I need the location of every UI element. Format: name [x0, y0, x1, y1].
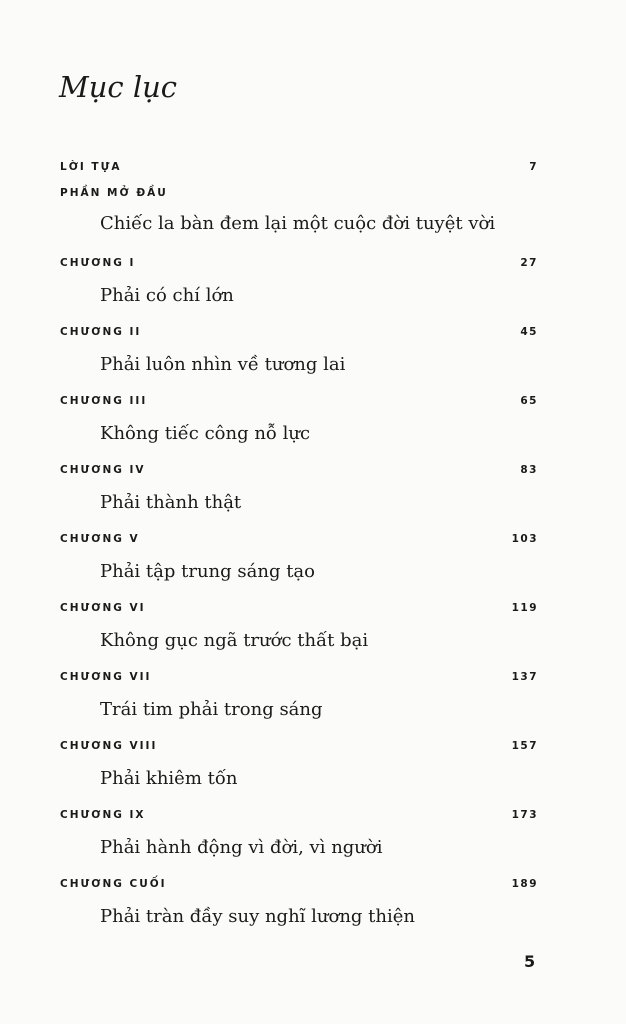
toc-entry-chapter: [60, 598, 538, 618]
entry-page: 157: [511, 740, 538, 752]
entry-page: 189: [511, 878, 538, 890]
entry-page: 7: [529, 161, 538, 173]
entry-label: CHƯƠNG IX: [60, 809, 146, 821]
entry-title: Không gục ngã trước thất bại: [100, 630, 369, 651]
entry-page: 83: [520, 464, 538, 476]
entry-label: CHƯƠNG V: [60, 533, 140, 545]
entry-title: Phải thành thật: [100, 492, 242, 513]
toc-entry-intro: [60, 183, 538, 203]
entry-title: Phải hành động vì đời, vì người: [100, 837, 383, 858]
entry-label: CHƯƠNG VII: [60, 671, 152, 683]
toc-entry-chapter: [60, 736, 538, 756]
entry-title: Phải tập trung sáng tạo: [100, 561, 315, 582]
entry-page: 65: [520, 395, 538, 407]
entry-label: CHƯƠNG I: [60, 257, 136, 269]
toc-entry-chapter: [60, 253, 538, 273]
entry-label: PHẦN MỞ ĐẦU: [60, 187, 168, 199]
entry-page: 173: [511, 809, 538, 821]
entry-title: Chiếc la bàn đem lại một cuộc đời tuyệt vời: [100, 213, 496, 234]
toc-entry-chapter: [60, 805, 538, 825]
chapter-list: [60, 253, 538, 932]
entry-title: Phải có chí lớn: [100, 285, 234, 306]
entry-title: Phải luôn nhìn về tương lai: [100, 354, 346, 375]
page-number: 5: [524, 952, 536, 971]
toc-entry-chapter: [60, 322, 538, 342]
toc-entry-chapter: [60, 667, 538, 687]
entry-title: Phải tràn đầy suy nghĩ lương thiện: [100, 906, 415, 927]
entry-page: 27: [520, 257, 538, 269]
entry-label: LỜI TỰA: [60, 161, 122, 173]
entry-label: CHƯƠNG CUỐI: [60, 878, 167, 890]
entry-page: 103: [511, 533, 538, 545]
entry-label: CHƯƠNG II: [60, 326, 142, 338]
entry-label: CHƯƠNG IV: [60, 464, 146, 476]
toc-entry-preface: [60, 157, 538, 177]
entry-label: CHƯƠNG VI: [60, 602, 146, 614]
toc-entry-chapter: [60, 874, 538, 894]
page-title: Mục lục: [59, 70, 178, 104]
entry-page: 137: [511, 671, 538, 683]
entry-title: Trái tim phải trong sáng: [100, 699, 323, 720]
toc-entry-chapter: [60, 529, 538, 549]
table-of-contents: [60, 157, 538, 943]
toc-entry-chapter: [60, 460, 538, 480]
entry-label: CHƯƠNG III: [60, 395, 148, 407]
entry-title: Phải khiêm tốn: [100, 768, 238, 789]
entry-label: CHƯƠNG VIII: [60, 740, 158, 752]
entry-title: Không tiếc công nỗ lực: [100, 423, 311, 444]
entry-page: 119: [511, 602, 538, 614]
toc-entry-chapter: [60, 391, 538, 411]
entry-page: 45: [520, 326, 538, 338]
